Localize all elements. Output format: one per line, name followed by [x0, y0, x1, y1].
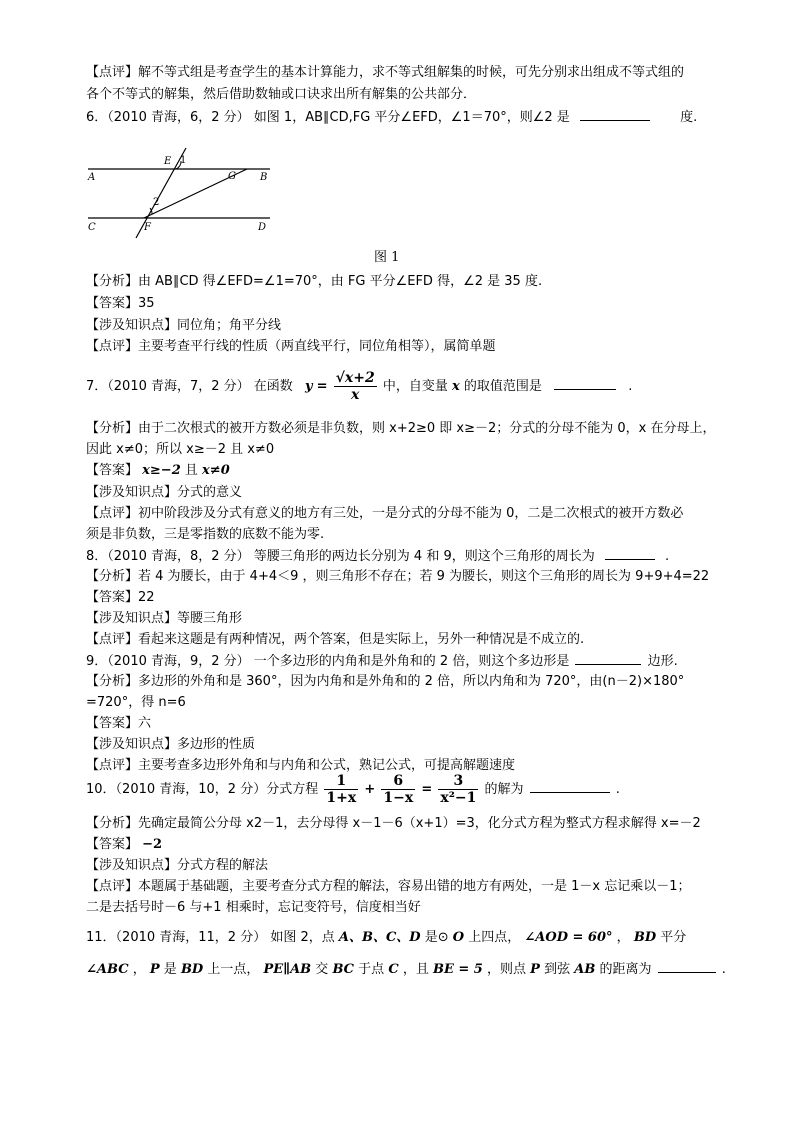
q11-circle-o: O — [452, 930, 465, 945]
q11-bd: BD — [633, 930, 657, 945]
q6-knowledge: 【涉及知识点】同位角；角平分线 — [86, 318, 282, 333]
q9-analysis-line-1: 【分析】多边形的外角和是 360°，因为内角和是外角和的 2 倍，所以内角和为 720°，由(n－2)×180° — [86, 674, 685, 689]
q8-knowledge: 【涉及知识点】等腰三角形 — [86, 611, 243, 626]
q11-points: A、B、C、D — [338, 930, 421, 945]
q8-analysis: 【分析】若 4 为腰长，由于 4+4＜9 ，则三角形不存在；若 9 为腰长，则这个三角形的周长为 9+9+4=22 — [86, 569, 710, 584]
label-B: B — [260, 172, 268, 183]
question-6-text: 6．（2010 青海，6，2 分） 如图 1，AB∥CD,FG 平分∠EFD，∠1＝70°，则∠2 是 — [86, 110, 570, 125]
q7-analysis-line-2: 因此 x≠0；所以 x≥－2 且 x≠0 — [86, 442, 275, 457]
q9-answer: 【答案】六 — [86, 716, 152, 731]
answer-blank — [605, 547, 655, 560]
answer-value: −2 — [142, 837, 163, 852]
question-9-text: 9．（2010 青海，9，2 分） 一个多边形的内角和是外角和的 2 倍，则这个多边形是 — [86, 654, 570, 669]
q11-be: BE = 5 — [432, 962, 483, 977]
question-7-post: 的取值范围是 — [463, 379, 542, 394]
label-A: A — [88, 172, 96, 183]
question-9 — [86, 652, 678, 671]
q11-angle-abc: ∠ABC — [86, 962, 129, 977]
figure-1-caption: 图 1 — [374, 250, 400, 265]
answer-blank — [575, 652, 641, 665]
question-9-end: 边形. — [647, 654, 678, 669]
answer-blank — [658, 960, 716, 973]
question-10-pre: 10．（2010 青海，10，2 分）分式方程 — [86, 782, 319, 797]
comment-line-2: 各个不等式的解集，然后借助数轴或口诀求出所有解集的公共部分． — [86, 87, 477, 102]
q9-comment: 【点评】主要考查多边形外角和与内角和公式，熟记公式，可提高解题速度 — [86, 758, 516, 773]
fraction-3 — [438, 773, 478, 806]
question-11-line-2 — [86, 960, 726, 979]
plus-sign: + — [364, 782, 376, 797]
q7-comment-line-2: 须是非负数，三是零指数的底数不能为零. — [86, 527, 325, 542]
q11-post: 平分 — [660, 930, 687, 945]
figure-1-diagram — [80, 146, 280, 242]
variable-x: x — [452, 379, 460, 394]
q9-knowledge: 【涉及知识点】多边形的性质 — [86, 737, 256, 752]
label-C: C — [88, 222, 96, 233]
q10-analysis: 【分析】先确定最简公分母 x2－1，去分母得 x－1－6（x+1）=3，化分式方程为整式方程求解得 x=－2 — [86, 816, 701, 831]
q11-point-p: P — [149, 962, 160, 977]
q6-answer: 【答案】35 — [86, 296, 155, 311]
label-G: G — [228, 171, 236, 182]
q7-comment-line-1: 【点评】初中阶段涉及分式有意义的地方有三处，一是分式的分母不能为 0，二是二次根式的被开方数必 — [86, 506, 684, 521]
fraction-2-denominator: 1−x — [383, 790, 414, 806]
q11-mid2: 上四点， — [468, 930, 521, 945]
question-6-unit: 度. — [680, 110, 698, 125]
label-E: E — [164, 156, 172, 167]
question-6 — [86, 108, 697, 127]
question-7-end: . — [628, 379, 633, 394]
q11-bd-2: BD — [180, 962, 204, 977]
answer-label: 【答案】 — [86, 837, 139, 852]
q11-comma: ， — [616, 930, 630, 945]
q11-pre: 11．（2010 青海，11，2 分） 如图 2，点 — [86, 930, 335, 945]
q11-point-p-2: P — [530, 962, 540, 977]
answer-label: 【答案】 — [86, 463, 139, 478]
q10-knowledge: 【涉及知识点】分式方程的解法 — [86, 858, 269, 873]
q11-chord-ab: AB — [574, 962, 596, 977]
question-8-end: . — [665, 549, 670, 564]
q8-comment: 【点评】看起来这题是有两种情况，两个答案，但是实际上，另外一种情况是不成立的. — [86, 632, 585, 647]
q11-angle-aod: ∠AOD = 60° — [524, 930, 613, 945]
fraction-3-denominator: x²−1 — [440, 790, 477, 806]
label-angle-2: 2 — [153, 197, 160, 208]
question-7-mid: 中，自变量 — [382, 379, 448, 394]
q11-text: ，且 — [402, 962, 429, 977]
q7-analysis-line-1: 【分析】由于二次根式的被开方数必须是非负数，则 x+2≥0 即 x≥－2；分式的分母不能为 0，x 在分母上， — [86, 421, 716, 436]
q8-answer: 【答案】22 — [86, 590, 155, 605]
equals-sign: = — [421, 782, 433, 797]
q11-text: 交 — [315, 962, 329, 977]
q6-comment: 【点评】主要考查平行线的性质（两直线平行，同位角相等），属简单题 — [86, 339, 496, 354]
q11-text: 上一点， — [207, 962, 260, 977]
answer-part-b: x≠0 — [202, 463, 230, 478]
question-11-line-1 — [86, 929, 686, 947]
question-10-end: . — [615, 782, 620, 797]
question-10 — [86, 772, 620, 808]
answer-and: 且 — [184, 463, 198, 478]
function-fraction — [334, 370, 377, 403]
fraction-1-denominator: 1+x — [326, 790, 357, 806]
label-angle-1: 1 — [180, 155, 187, 166]
q9-analysis-line-2: =720°，得 n=6 — [86, 695, 186, 710]
answer-blank — [554, 377, 616, 390]
q11-text: 于点 — [358, 962, 385, 977]
q11-point-c: C — [388, 962, 399, 977]
label-D: D — [258, 222, 267, 233]
q11-text: 是 — [163, 962, 177, 977]
fraction-1-numerator: 1 — [324, 773, 358, 790]
func-eq: = — [316, 379, 328, 394]
question-10-post: 的解为 — [484, 782, 524, 797]
answer-part-a: x≥−2 — [142, 463, 181, 478]
answer-blank — [530, 780, 610, 793]
q6-analysis: 【分析】由 AB∥CD 得∠EFD=∠1=70°，由 FG 平分∠EFD 得，∠2 是 35 度. — [86, 274, 543, 289]
label-F: F — [144, 222, 151, 233]
func-y: y — [304, 379, 313, 394]
q11-text: ， — [132, 962, 146, 977]
q11-pe-parallel-ab: PE∥AB — [263, 962, 312, 977]
question-7 — [86, 370, 632, 403]
q11-text: 到弦 — [544, 962, 571, 977]
comment-line-1: 【点评】解不等式组是考查学生的基本计算能力，求不等式组解集的时候，可先分别求出组成不等式组的 — [86, 65, 685, 80]
q11-bc: BC — [332, 962, 355, 977]
q11-end: . — [721, 962, 726, 977]
q10-answer — [86, 836, 162, 854]
fraction-2-numerator: 6 — [381, 773, 415, 790]
q7-knowledge: 【涉及知识点】分式的意义 — [86, 485, 243, 500]
q7-answer — [86, 462, 230, 480]
q10-comment-line-1: 【点评】本题属于基础题，主要考查分式方程的解法，容易出错的地方有两处，一是 1－x 忘记乘以－1； — [86, 879, 691, 894]
question-8-text: 8．（2010 青海，8，2 分） 等腰三角形的两边长分别为 4 和 9，则这个三角形的周长为 — [86, 549, 595, 564]
fraction-2 — [381, 773, 415, 806]
question-8 — [86, 547, 669, 566]
question-7-pre: 7．（2010 青海，7，2 分） 在函数 — [86, 379, 293, 394]
q11-text: ，则点 — [487, 962, 527, 977]
fraction-3-numerator: 3 — [438, 773, 478, 790]
fraction-denominator: x — [351, 387, 360, 403]
fraction-1 — [324, 773, 358, 806]
fraction-numerator: √x+2 — [335, 370, 375, 386]
answer-blank — [580, 108, 650, 121]
q10-comment-line-2: 二是去括号时－6 与+1 相乘时，忘记变符号，信度相当好 — [86, 900, 421, 915]
q11-text: 的距离为 — [599, 962, 652, 977]
q11-mid: 是⊙ — [424, 930, 449, 945]
